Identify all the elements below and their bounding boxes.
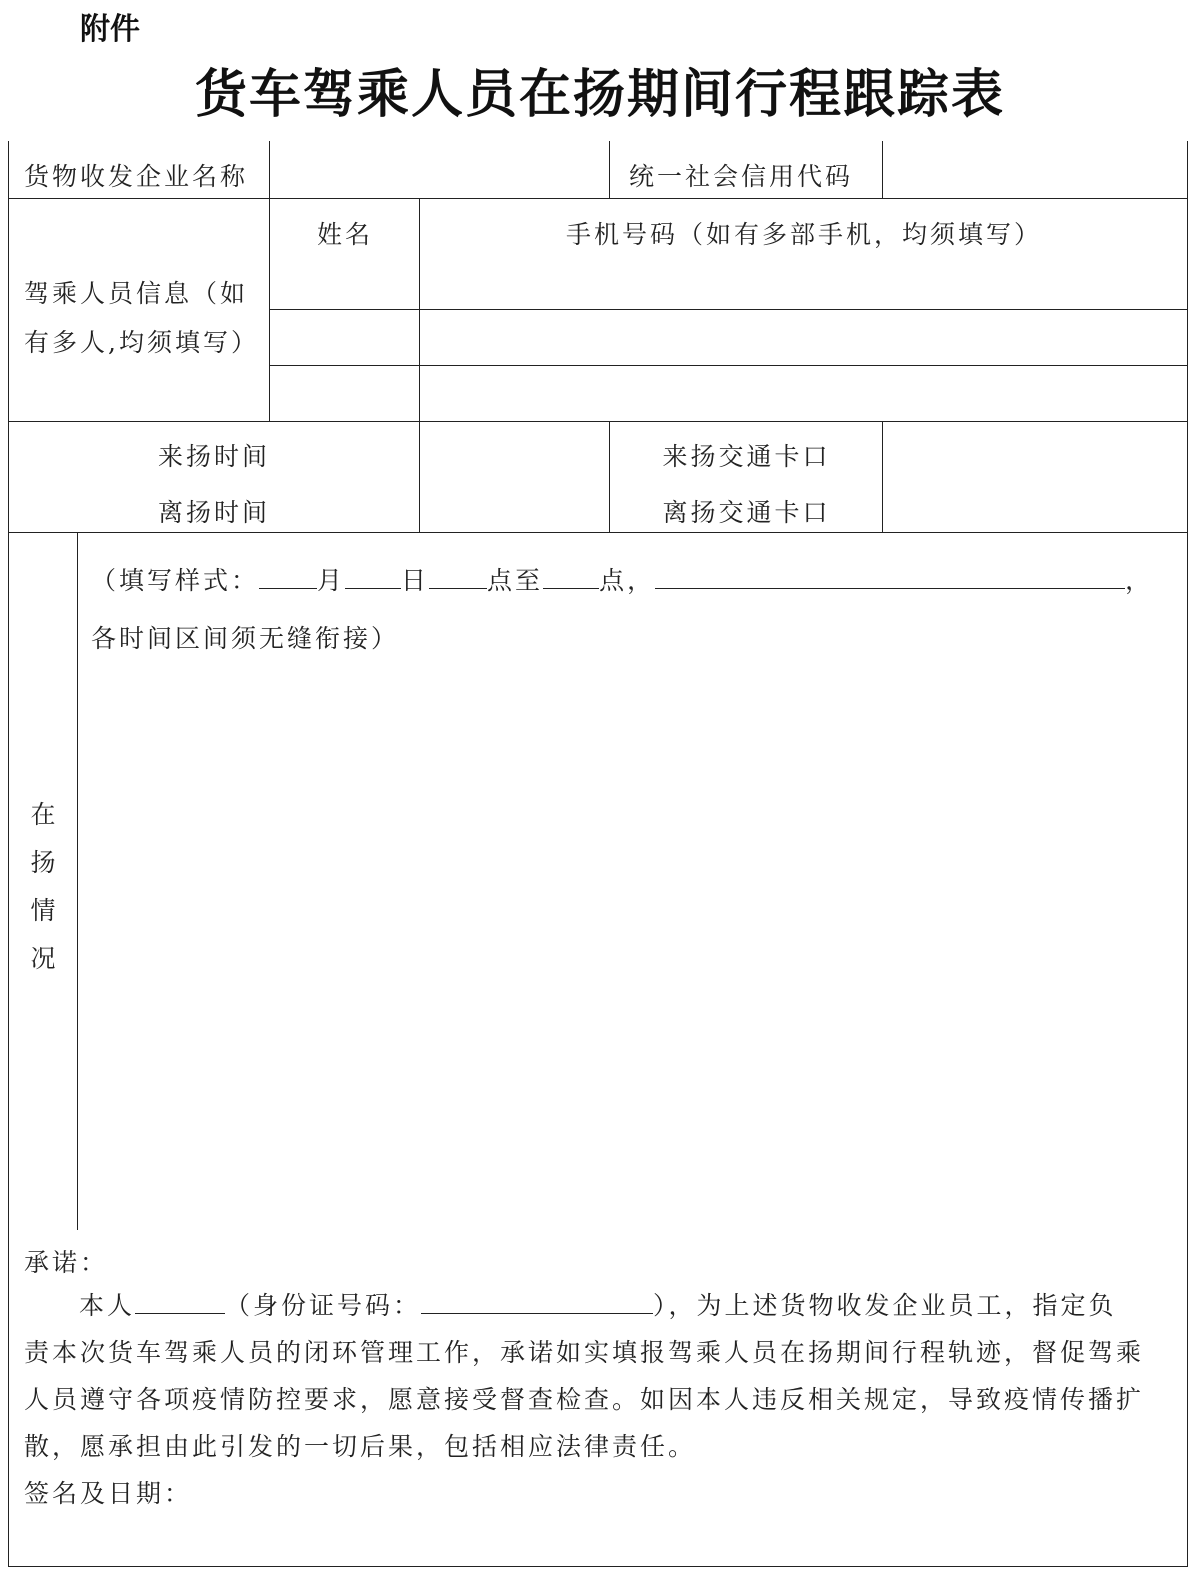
name-blank — [135, 1289, 225, 1314]
company-name-field[interactable] — [271, 143, 607, 197]
comma-text: ， — [1125, 566, 1154, 595]
driver-name-field[interactable] — [271, 311, 417, 364]
stay-format-line2: 各时间区间须无缝衔接） — [91, 624, 400, 653]
name-column-header: 姓名 — [316, 220, 373, 249]
id-blank — [421, 1289, 653, 1314]
driver-phone-field[interactable] — [421, 367, 1185, 420]
col-divider — [77, 532, 78, 1230]
pledge-text — [24, 1282, 1184, 1517]
stay-section-label — [23, 791, 63, 983]
time-field[interactable] — [421, 423, 607, 531]
stay-details-field[interactable] — [81, 661, 1181, 1227]
row-divider — [9, 532, 1187, 533]
col-divider — [609, 141, 610, 198]
pledge-prefix: 本人 — [79, 1291, 136, 1320]
id-label: （身份证号码： — [225, 1291, 422, 1320]
format-prefix: （填写样式： — [91, 566, 260, 595]
page-title: 货车驾乘人员在扬期间行程跟踪表 — [194, 65, 1005, 125]
col-divider — [882, 421, 883, 532]
stay-label-char: 情 — [30, 896, 56, 925]
stay-label-char: 在 — [30, 800, 56, 829]
pledge-line: 责本次货车驾乘人员的闭环管理工作，承诺如实填报驾乘人员在扬期间行程轨迹，督促驾乘 — [24, 1338, 1145, 1367]
from-hour-blank — [429, 564, 487, 589]
location-blank — [655, 564, 1125, 589]
signature-label: 签名及日期： — [24, 1479, 193, 1508]
pledge-suffix: ），为上述货物收发企业员工，指定负 — [653, 1291, 1117, 1320]
leave-checkpoint-label: 离扬交通卡口 — [662, 498, 831, 527]
credit-code-label: 统一社会信用代码 — [629, 162, 854, 191]
phone-column-header: 手机号码（如有多部手机，均须填写） — [565, 220, 1042, 249]
stay-format-line1 — [91, 561, 1153, 597]
row-divider — [269, 309, 1187, 310]
col-divider — [419, 198, 420, 532]
month-text: 月 — [317, 566, 346, 595]
tracking-form — [8, 141, 1188, 1567]
month-blank — [259, 564, 317, 589]
driver-name-field[interactable] — [271, 367, 417, 420]
from-hour-text: 点至 — [487, 566, 544, 595]
pledge-line: 散，愿承担由此引发的一切后果，包括相应法律责任。 — [24, 1432, 697, 1461]
col-divider — [609, 421, 610, 532]
leave-time-label: 离扬时间 — [157, 498, 270, 527]
driver-phone-field[interactable] — [421, 311, 1185, 364]
row-divider — [269, 365, 1187, 366]
to-hour-text: 点， — [599, 566, 656, 595]
row-divider — [9, 198, 1187, 199]
credit-code-field[interactable] — [884, 143, 1184, 197]
stay-label-char: 扬 — [30, 848, 56, 877]
day-text: 日 — [401, 566, 430, 595]
driver-info-label-line1: 驾乘人员信息（如 — [24, 279, 249, 308]
driver-info-label-line2: 有多人,均须填写） — [24, 328, 259, 357]
attachment-label: 附件 — [80, 12, 140, 47]
col-divider — [882, 141, 883, 198]
to-hour-blank — [543, 564, 599, 589]
arrive-time-label: 来扬时间 — [157, 442, 270, 471]
pledge-line: 人员遵守各项疫情防控要求，愿意接受督查检查。如因本人违反相关规定，导致疫情传播扩 — [24, 1385, 1145, 1414]
row-divider — [9, 421, 1187, 422]
pledge-label: 承诺： — [24, 1248, 109, 1277]
company-name-label: 货物收发企业名称 — [24, 162, 249, 191]
checkpoint-field[interactable] — [884, 423, 1184, 531]
stay-label-char: 况 — [30, 944, 56, 973]
col-divider — [269, 141, 270, 421]
day-blank — [345, 564, 401, 589]
arrive-checkpoint-label: 来扬交通卡口 — [662, 442, 831, 471]
pledge-line — [24, 1282, 1184, 1329]
